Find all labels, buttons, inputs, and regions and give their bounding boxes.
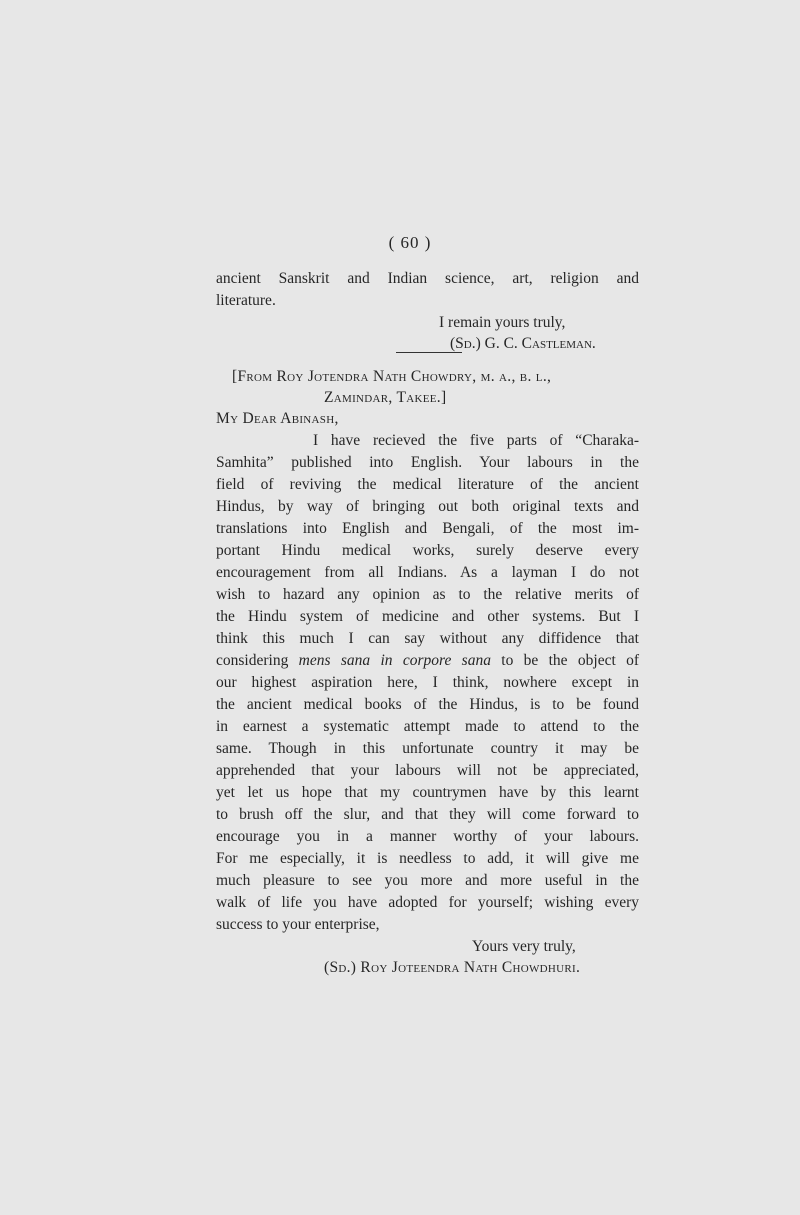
page-number: ( 60 ) xyxy=(388,233,432,252)
body-line: wish to hazard any opinion as to the relative merits of xyxy=(216,586,639,603)
letter-heading: [From Roy Jotendra Nath Chowdry, m. a., b. l., xyxy=(232,368,552,385)
body-line: encourage you in a manner worthy of your labours. xyxy=(216,828,639,845)
body-line: much pleasure to see you more and more useful in the xyxy=(216,872,639,889)
body-line-with-latin: considering mens sana in corpore sana to be the object of xyxy=(216,652,639,669)
body-line: literature. xyxy=(216,292,276,309)
body-line: field of reviving the medical literature of the ancient xyxy=(216,476,639,493)
body-line: our highest aspiration here, I think, nowhere except in xyxy=(216,674,639,691)
letter-heading-place: Zamindar, Takee.] xyxy=(324,389,447,406)
signature-line: (Sd.) Roy Joteendra Nath Chowdhuri. xyxy=(324,959,581,976)
body-line: Hindus, by way of bringing out both original texts and xyxy=(216,498,639,515)
body-line: portant Hindu medical works, surely deserve every xyxy=(216,542,639,559)
body-line: encouragement from all Indians. As a layman I do not xyxy=(216,564,639,581)
signature-line: (Sd.) G. C. Castleman. xyxy=(450,335,596,352)
body-line: the ancient medical books of the Hindus, is to be found xyxy=(216,696,639,713)
body-line: ancient Sanskrit and Indian science, art, religion and xyxy=(216,270,639,287)
body-line: walk of life you have adopted for yourself; wishing every xyxy=(216,894,639,911)
body-line: same. Though in this unfortunate country it may be xyxy=(216,740,639,757)
body-line: success to your enterprise, xyxy=(216,916,380,933)
body-line: to brush off the slur, and that they will come forward to xyxy=(216,806,639,823)
body-line: in earnest a systematic attempt made to attend to the xyxy=(216,718,639,735)
body-line: I have recieved the five parts of “Charaka- xyxy=(313,432,639,449)
body-line: For me especially, it is needless to add, it will give me xyxy=(216,850,639,867)
body-line: the Hindu system of medicine and other systems. But I xyxy=(216,608,639,625)
body-line: translations into English and Bengali, of the most im- xyxy=(216,520,639,537)
closing-line: I remain yours truly, xyxy=(439,314,566,331)
closing-line: Yours very truly, xyxy=(472,938,576,955)
body-line: yet let us hope that my countrymen have by this learnt xyxy=(216,784,639,801)
body-line: apprehended that your labours will not be appreciated, xyxy=(216,762,639,779)
body-line: Samhita” published into English. Your labours in the xyxy=(216,454,639,471)
body-line: think this much I can say without any diffidence that xyxy=(216,630,639,647)
section-divider xyxy=(396,352,462,353)
latin-phrase: mens sana in corpore sana xyxy=(298,652,491,669)
salutation: My Dear Abinash, xyxy=(216,410,339,427)
